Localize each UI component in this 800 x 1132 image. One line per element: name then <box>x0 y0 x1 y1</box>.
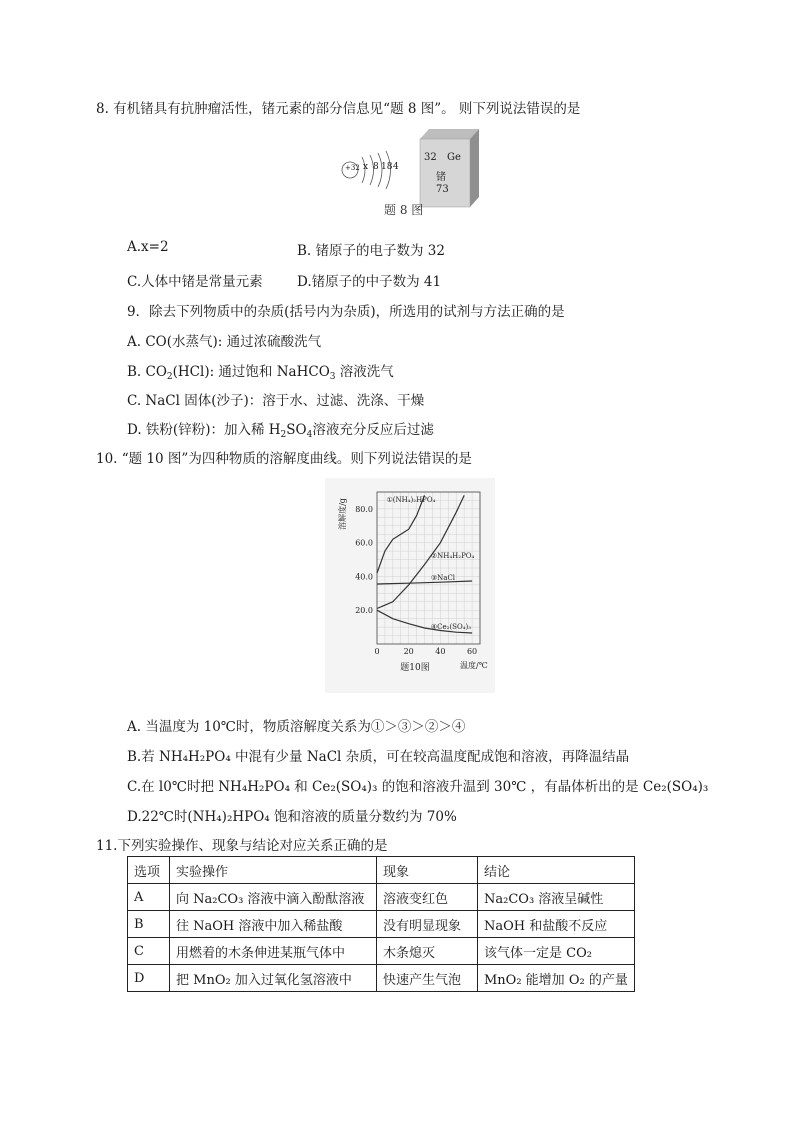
table-header-row <box>128 857 635 884</box>
table-cell: 往 NaOH 溶液中加入稀盐酸 <box>170 911 377 938</box>
table-cell: MnO₂ 能增加 O₂ 的产量 <box>478 965 635 992</box>
table-cell: 向 Na₂CO₃ 溶液中滴入酚酞溶液 <box>170 884 377 911</box>
solubility-chart <box>325 478 495 697</box>
x-tick-label: 0 <box>374 647 380 656</box>
table-row <box>128 938 635 965</box>
header-cell: 现象 <box>377 857 478 884</box>
tile-atomic-number: 32 <box>424 152 437 163</box>
q8-option-c: C.人体中锗是常量元素 <box>127 274 263 290</box>
series-label: ①(NH₄)₂HPO₄ <box>386 496 436 505</box>
y-tick-label: 20.0 <box>355 606 373 616</box>
series-label: ③NaCl <box>430 573 456 582</box>
q8-option-d: D.锗原子的中子数为 41 <box>297 274 442 290</box>
q9-stem: 9．除去下列物质中的杂质(括号内为杂质)，所选用的试剂与方法正确的是 <box>127 304 565 320</box>
tile-side <box>470 129 479 207</box>
table-cell: 把 MnO₂ 加入过氧化氢溶液中 <box>170 965 377 992</box>
q10-option-a: A. 当温度为 10℃时，物质溶解度关系为①＞③＞②＞④ <box>127 719 466 735</box>
q8-caption: 题 8 图 <box>384 203 424 217</box>
q9-option-c: C. NaCl 固体(沙子)：溶于水、过滤、洗涤、干燥 <box>127 393 425 409</box>
q9-option-b: B. $CO_2(HCl)$: 通过饱和 NaHCO$_3$ 溶液洗气 <box>127 364 394 382</box>
shell-3: 18 <box>381 162 393 172</box>
table-cell: Na₂CO₃ 溶液呈碱性 <box>478 884 635 911</box>
y-tick-label: 60.0 <box>355 538 373 548</box>
x-tick-label: 20 <box>403 647 414 656</box>
table-cell: A <box>128 884 170 911</box>
series-label: ②NH₄H₂PO₄ <box>430 551 475 560</box>
shell-4: 4 <box>393 162 399 172</box>
q9-option-a: A. CO(水蒸气): 通过浓硫酸洗气 <box>127 334 322 350</box>
table-row <box>128 884 635 911</box>
x-tick-label: 40 <box>435 647 446 656</box>
x-tick-label: 60 <box>466 647 478 656</box>
q8-option-b: B. 锗原子的电子数为 32 <box>297 243 445 259</box>
y-axis-label: 溶解度/g <box>338 498 347 530</box>
tile-mass: 73 <box>436 184 449 195</box>
tile-name: 锗 <box>436 172 446 183</box>
solubility-chart-svg <box>325 478 495 693</box>
q10-stem: 10. “题 10 图”为四种物质的溶解度曲线。则下列说法错误的是 <box>96 451 472 467</box>
q10-option-b: B.若 NH₄H₂PO₄ 中混有少量 NaCl 杂质，可在较高温度配成饱和溶液，再降温结晶 <box>127 749 630 765</box>
table-row <box>128 911 635 938</box>
shell-2: 8 <box>373 162 379 172</box>
q11-stem: 11.下列实验操作、现象与结论对应关系正确的是 <box>96 838 388 854</box>
table-cell: C <box>128 938 170 965</box>
q10-option-d: D.22℃时(NH₄)₂HPO₄ 饱和溶液的质量分数约为 70% <box>127 809 457 825</box>
table-cell: 快速产生气泡 <box>377 965 478 992</box>
q9-option-d: D. 铁粉(锌粉)：加入稀 $H_2SO_4$溶液充分反应后过滤 <box>127 422 434 440</box>
series-label: ④Ce₂(SO₄)₃ <box>430 622 472 631</box>
q8-stem: 8. 有机锗具有抗肿瘤活性，锗元素的部分信息见“题 8 图”。 则下列说法错误的是 <box>96 101 581 117</box>
table-cell: B <box>128 911 170 938</box>
table-cell: 该气体一定是 CO₂ <box>478 938 635 965</box>
q8-option-a: A.x=2 <box>127 239 169 255</box>
header-cell: 选项 <box>128 857 170 884</box>
tile-symbol: Ge <box>447 152 461 163</box>
shell-1: x <box>363 162 369 172</box>
x-axis-label: 温度/℃ <box>460 661 488 670</box>
table-cell: D <box>128 965 170 992</box>
table-cell: NaOH 和盐酸不反应 <box>478 911 635 938</box>
header-cell: 实验操作 <box>170 857 377 884</box>
table-row <box>128 965 635 992</box>
table-cell: 用燃着的木条伸进某瓶气体中 <box>170 938 377 965</box>
chart-caption: 题10图 <box>400 663 430 673</box>
table-cell: 溶液变红色 <box>377 884 478 911</box>
tile-top <box>420 129 479 139</box>
y-tick-label: 80.0 <box>355 504 373 514</box>
nucleus-charge: +32 <box>345 164 360 172</box>
q10-option-c: C.在 l0℃时把 NH₄H₂PO₄ 和 Ce₂(SO₄)₃ 的饱和溶液升温到 30℃ ，有晶体析出的是 Ce₂(SO₄)₃ <box>127 779 709 795</box>
table-cell: 木条熄灭 <box>377 938 478 965</box>
y-tick-label: 40.0 <box>355 572 373 582</box>
table-cell: 没有明显现象 <box>377 911 478 938</box>
header-cell: 结论 <box>478 857 635 884</box>
q11-table <box>127 856 635 992</box>
